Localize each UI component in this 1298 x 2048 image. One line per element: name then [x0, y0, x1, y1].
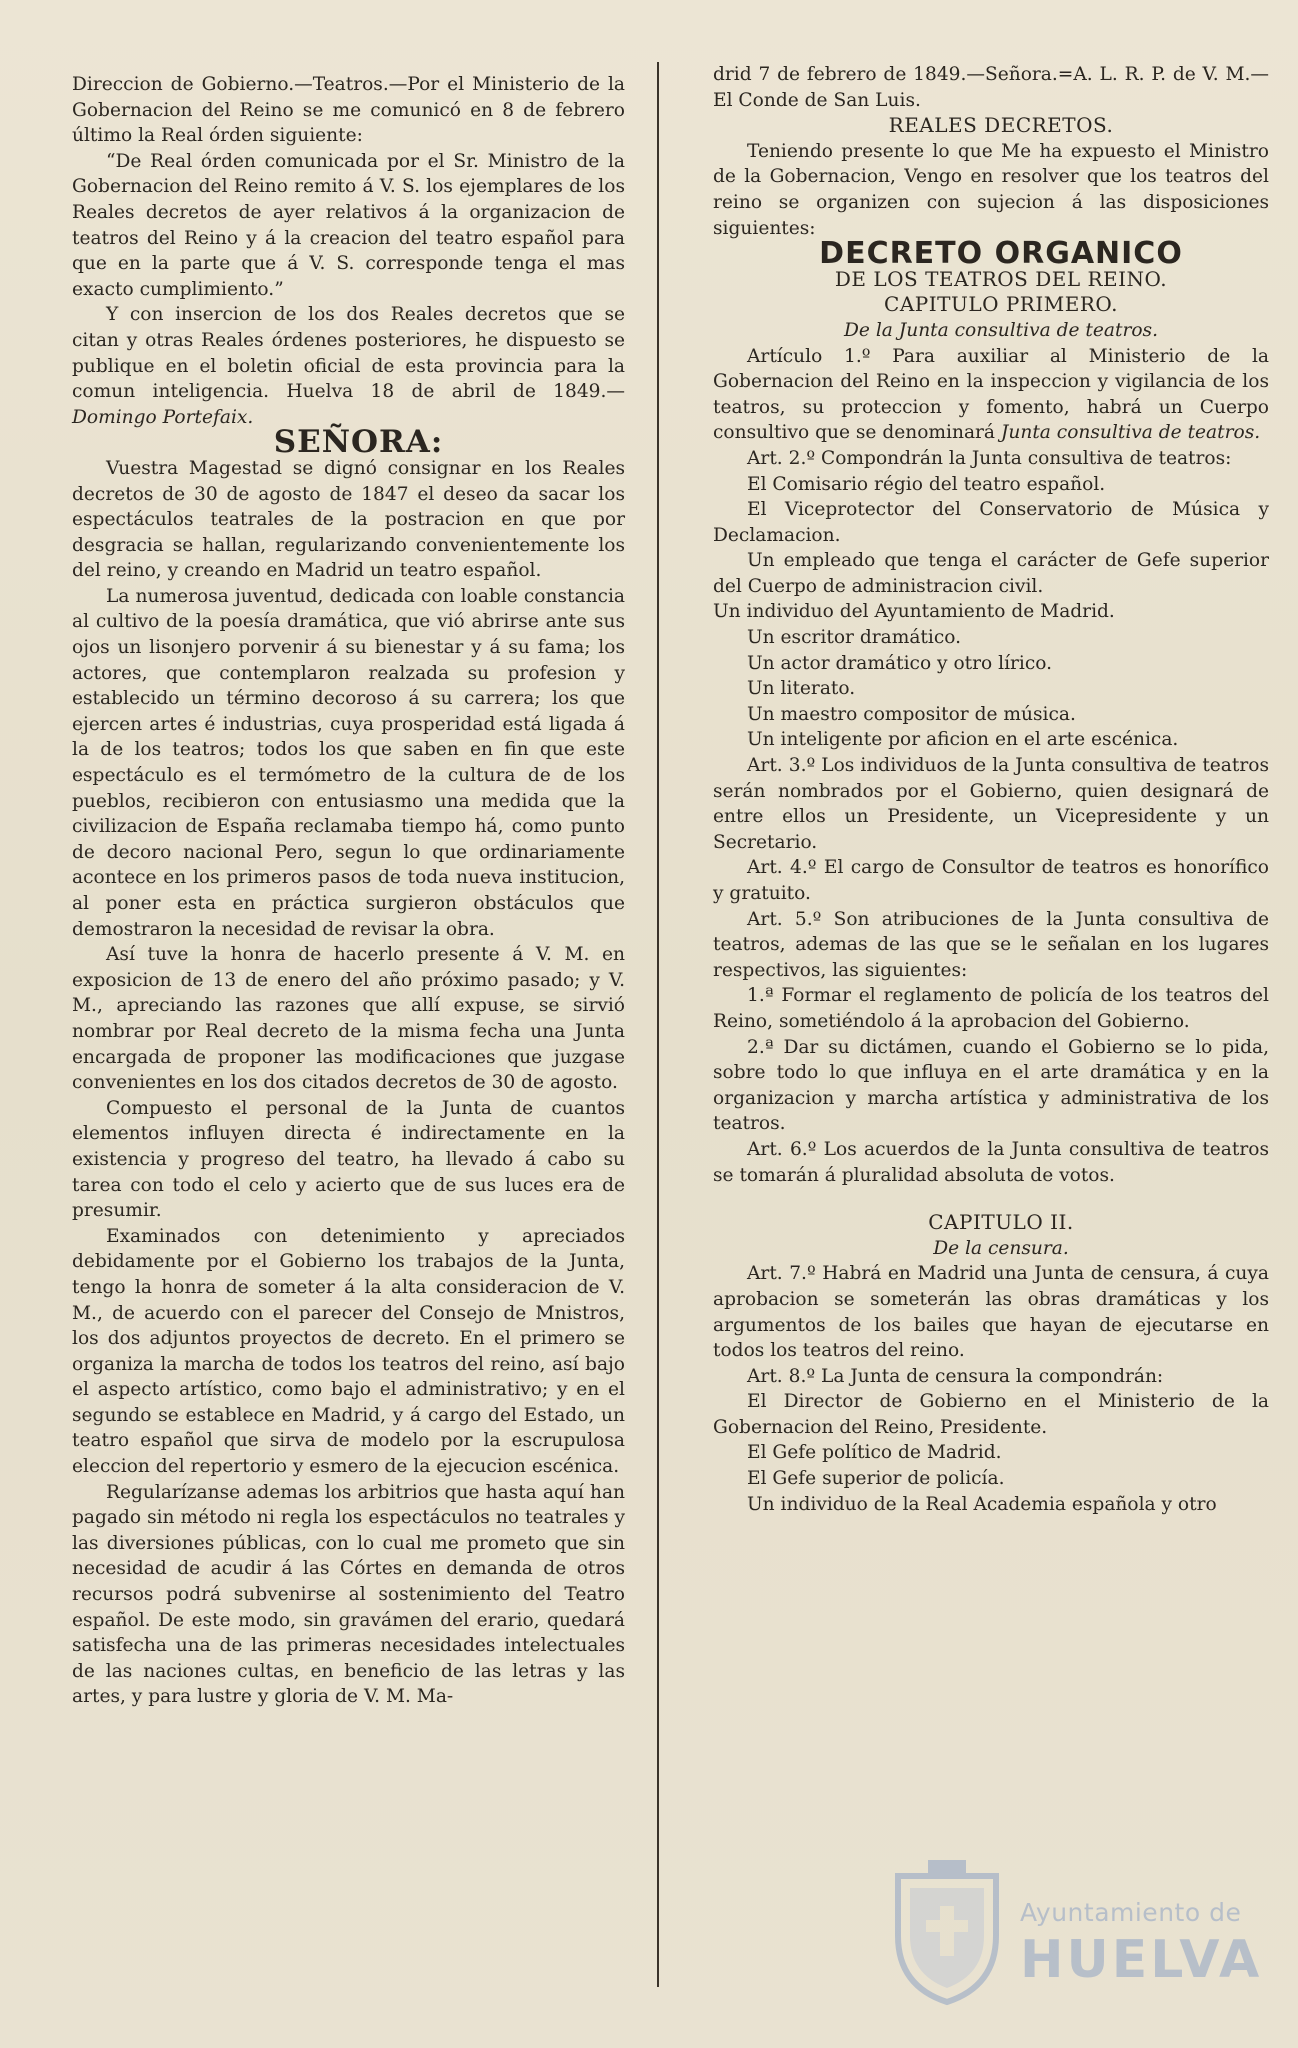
article-5-item-1: 1.ª Formar el reglamento de policía de los teatros del Reino, sometiéndolo á la aprobacion del Gobierno.: [713, 985, 1269, 1032]
chapter-1-heading: CAPITULO PRIMERO.: [884, 292, 1118, 317]
insertion-text: Y con insercion de los dos Reales decretos que se citan y otras Reales órdenes posteriores, he dispuesto se publique en el boletin oficial de esta provincia para la comun inteligencia. Huelva 18 de abril de 1849.—: [72, 304, 625, 403]
article-1-italic: Junta consultiva de teatros.: [1000, 422, 1261, 444]
article-2: Art. 2.º Compondrán la Junta consultiva de teatros:: [747, 447, 1232, 469]
article-6: Art. 6.º Los acuerdos de la Junta consultiva de teatros se tomarán á pluralidad absoluta de votos.: [713, 1138, 1269, 1186]
article-3: Art. 3.º Los individuos de la Junta consultiva de teatros serán nombrados por el Gobierno, quien designará de entre ellos un Presidente, un Vicepresidente y un Secretario.: [713, 755, 1269, 853]
member-item: Un inteligente por aficion en el arte escénica.: [747, 729, 1179, 751]
member-item: Un individuo del Ayuntamiento de Madrid.: [713, 601, 1115, 623]
chapter-1-subtitle: De la Junta consultiva de teatros.: [844, 319, 1158, 341]
body-paragraph: Compuesto el personal de la Junta de cuantos elementos influyen directa é indirectamente en la existencia y progreso del teatro, ha llevado á cabo su tarea con todo el celo y acierto que de sus luces era de presumir.: [72, 1097, 625, 1222]
member-item: Un escritor dramático.: [747, 627, 962, 649]
article-5-item-2: 2.ª Dar su dictámen, cuando el Gobierno se lo pida, sobre todo lo que influya en el arte dramática y en la organizacion y marcha artística y administrativa de los teatros.: [713, 1036, 1269, 1135]
left-column: [72, 72, 625, 1710]
censor-item: El Gefe superior de policía.: [747, 1468, 1005, 1490]
article-4: Art. 4.º El cargo de Consultor de teatros es honorífico y gratuito.: [713, 857, 1269, 904]
chapter-2-subtitle: De la censura.: [933, 1237, 1069, 1259]
reales-decretos-heading: REALES DECRETOS.: [888, 113, 1114, 138]
insertion-paragraph: [72, 302, 625, 430]
column-divider: [657, 62, 659, 1987]
body-paragraph: Examinados con detenimiento y apreciados debidamente por el Gobierno los trabajos de la Junta, tengo la honra de someter á la alta consideracion de V. M., de acuerdo con el parecer del Consejo de Mnistros, los dos adjuntos proyectos de decreto. En el primero se organiza la marcha de todos los teatros del reino, así bajo el aspecto artístico, como bajo el administrativo; y en el segundo se establece en Madrid, y á cargo del Estado, un teatro español que sirva de modelo por la escrupulosa eleccion del repertorio y esmero de la ejecucion escénica.: [72, 1225, 625, 1478]
ayuntamiento-watermark: [880, 1848, 1280, 2038]
censor-item: Un individuo de la Real Academia española y otro: [747, 1493, 1217, 1515]
continuation-paragraph: drid 7 de febrero de 1849.—Señora.=A. L. R. P. de V. M.—El Conde de San Luis.: [713, 64, 1269, 111]
body-paragraph: Regularízanse ademas los arbitrios que hasta aquí han pagado sin método ni regla los espectáculos no teatrales y las diversiones públicas, con lo cual me prometo que sin necesidad de acudir á las Córtes en demanda de otros recursos podrá subvenirse al sostenimiento del Teatro español. De este modo, sin gravámen del erario, quedará satisfecha una de las primeras necesidades intelectuales de las naciones cultas, en beneficio de las letras y las artes, y para lustre y gloria de V. M. Ma-: [72, 1481, 625, 1708]
intro-paragraph: Direccion de Gobierno.—Teatros.—Por el Ministerio de la Gobernacion del Reino se me comunicó en 8 de febrero último la Real órden siguiente:: [72, 74, 625, 147]
city-shield-icon: [888, 1856, 1006, 2006]
article-1-text: Artículo 1.º Para auxiliar al Ministerio de la Gobernacion del Reino en la inspeccion y vigilancia de los teatros, su proteccion y fomento, habrá un Cuerpo consultivo que se denominará: [713, 345, 1269, 444]
senora-heading: SEÑORA:: [273, 424, 444, 461]
member-item: Un actor dramático y otro lírico.: [747, 652, 1053, 674]
article-8: Art. 8.º La Junta de censura la compondrán:: [747, 1365, 1164, 1387]
decree-subtitle: DE LOS TEATROS DEL REINO.: [834, 266, 1168, 291]
member-item: El Viceprotector del Conservatorio de Música y Declamacion.: [713, 499, 1269, 546]
decree-title: DECRETO ORGANICO: [819, 236, 1183, 272]
body-paragraph: Vuestra Magestad se dignó consignar en los Reales decretos de 30 de agosto de 1847 el deseo da sacar los espectáculos teatrales de la postracion en que por desgracia se hallan, regularizando convenientemente los del reino, y creando en Madrid un teatro español.: [72, 457, 625, 582]
right-column: [713, 62, 1269, 1517]
member-item: El Comisario régio del teatro español.: [747, 473, 1106, 495]
article-5: Art. 5.º Son atribuciones de la Junta consultiva de teatros, ademas de las que se le señalan en los lugares respectivos, las siguientes:: [713, 908, 1269, 981]
signatory: Domingo Portefaix.: [72, 406, 254, 428]
article-1: [713, 344, 1269, 446]
chapter-2-heading: CAPITULO II.: [928, 1210, 1074, 1235]
watermark-line-2: HUELVA: [1020, 1930, 1263, 1990]
member-item: Un literato.: [747, 678, 856, 700]
body-paragraph: Así tuve la honra de hacerlo presente á V. M. en exposicion de 13 de enero del año próximo pasado; y V. M., apreciando las razones que allí expuse, se sirvió nombrar por Real decreto de la misma fecha una Junta encargada de proponer las modificaciones que juzgase convenientes en los dos citados decretos de 30 de agosto.: [72, 944, 625, 1094]
member-item: Un empleado que tenga el carácter de Gefe superior del Cuerpo de administracion civil.: [713, 550, 1269, 597]
member-item: Un maestro compositor de música.: [747, 703, 1076, 725]
preamble-paragraph: Teniendo presente lo que Me ha expuesto el Ministro de la Gobernacion, Vengo en resolver que los teatros del reino se organizen con sujecion á las disposiciones siguientes:: [713, 140, 1269, 239]
body-paragraph: La numerosa juventud, dedicada con loable constancia al cultivo de la poesía dramática, que vió abrirse ante sus ojos un lisonjero porvenir á su bienestar y á su fama; los actores, que contemplaron realzada su profesion y establecido un término decoroso á su carrera; los que ejercen artes é industrias, cuya prosperidad está ligada á la de los teatros; todos los que saben en fin que este espectáculo es el termómetro de la cultura de de los pueblos, recibieron con entusiasmo una medida que la civilizacion de España reclamaba tiempo há, como punto de decoro nacional Pero, segun lo que ordinariamente acontece en los primeros pasos de toda nueva institucion, al poner esta en práctica surgieron obstáculos que demostraron la necesidad de revisar la obra.: [72, 585, 625, 940]
censor-item: El Director de Gobierno en el Ministerio de la Gobernacion del Reino, Presidente.: [713, 1391, 1269, 1438]
article-7: Art. 7.º Habrá en Madrid una Junta de censura, á cuya aprobacion se someterán las obras dramáticas y los argumentos de los bailes que hayan de ejecutarse en todos los teatros del reino.: [713, 1263, 1269, 1362]
censor-item: El Gefe político de Madrid.: [747, 1442, 1002, 1464]
watermark-line-1: Ayuntamiento de: [1020, 1898, 1242, 1927]
quoted-order: “De Real órden comunicada por el Sr. Ministro de la Gobernacion del Reino remito á V. S. los ejemplares de los Reales decretos de ayer relativos á la organizacion de teatros del Reino y á la creacion del teatro español para que en la parte que á V. S. corresponde tenga el mas exacto cumplimiento.”: [72, 150, 625, 300]
